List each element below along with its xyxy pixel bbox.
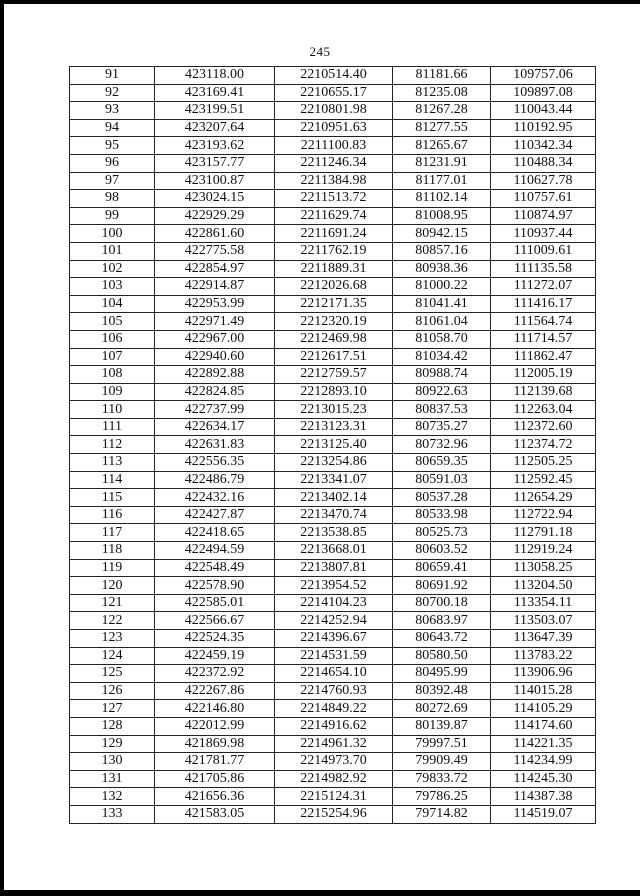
cell-value-c: 80495.99 bbox=[393, 665, 491, 683]
cell-value-a: 422146.80 bbox=[155, 700, 275, 718]
cell-value-a: 422267.86 bbox=[155, 682, 275, 700]
cell-value-b: 2213668.01 bbox=[275, 542, 393, 560]
table-row bbox=[70, 313, 596, 331]
cell-value-a: 422634.17 bbox=[155, 418, 275, 436]
cell-value-a: 422914.87 bbox=[155, 278, 275, 296]
cell-value-b: 2214396.67 bbox=[275, 630, 393, 648]
cell-value-b: 2211513.72 bbox=[275, 190, 393, 208]
cell-value-b: 2211762.19 bbox=[275, 242, 393, 260]
cell-value-d: 110627.78 bbox=[491, 172, 596, 190]
cell-value-c: 80533.98 bbox=[393, 506, 491, 524]
cell-point-number: 105 bbox=[70, 313, 155, 331]
table-row bbox=[70, 401, 596, 419]
cell-point-number: 116 bbox=[70, 506, 155, 524]
cell-value-c: 79909.49 bbox=[393, 753, 491, 771]
table-row bbox=[70, 506, 596, 524]
cell-value-a: 422524.35 bbox=[155, 630, 275, 648]
cell-value-d: 112791.18 bbox=[491, 524, 596, 542]
cell-point-number: 95 bbox=[70, 137, 155, 155]
cell-point-number: 109 bbox=[70, 383, 155, 401]
cell-value-b: 2213807.81 bbox=[275, 559, 393, 577]
table-row bbox=[70, 172, 596, 190]
cell-value-b: 2211246.34 bbox=[275, 154, 393, 172]
cell-value-b: 2215254.96 bbox=[275, 805, 393, 823]
cell-value-c: 80988.74 bbox=[393, 366, 491, 384]
cell-value-c: 80659.35 bbox=[393, 454, 491, 472]
table-row bbox=[70, 454, 596, 472]
cell-value-b: 2214252.94 bbox=[275, 612, 393, 630]
cell-value-d: 112654.29 bbox=[491, 489, 596, 507]
cell-value-b: 2212171.35 bbox=[275, 295, 393, 313]
cell-value-c: 81181.66 bbox=[393, 67, 491, 85]
table-row bbox=[70, 788, 596, 806]
cell-value-d: 113204.50 bbox=[491, 577, 596, 595]
cell-value-c: 80591.03 bbox=[393, 471, 491, 489]
table-row bbox=[70, 225, 596, 243]
cell-value-d: 113354.11 bbox=[491, 594, 596, 612]
table-row bbox=[70, 559, 596, 577]
cell-value-d: 112005.19 bbox=[491, 366, 596, 384]
cell-value-b: 2211889.31 bbox=[275, 260, 393, 278]
cell-value-d: 112592.45 bbox=[491, 471, 596, 489]
cell-value-a: 422585.01 bbox=[155, 594, 275, 612]
table-row bbox=[70, 647, 596, 665]
cell-value-b: 2212759.57 bbox=[275, 366, 393, 384]
cell-value-b: 2212617.51 bbox=[275, 348, 393, 366]
cell-point-number: 131 bbox=[70, 770, 155, 788]
cell-point-number: 129 bbox=[70, 735, 155, 753]
scan-border-bottom bbox=[0, 890, 640, 896]
cell-value-a: 422631.83 bbox=[155, 436, 275, 454]
cell-value-b: 2212320.19 bbox=[275, 313, 393, 331]
cell-value-c: 80603.52 bbox=[393, 542, 491, 560]
cell-value-b: 2212893.10 bbox=[275, 383, 393, 401]
table-row bbox=[70, 542, 596, 560]
cell-value-b: 2210951.63 bbox=[275, 119, 393, 137]
cell-value-d: 114387.38 bbox=[491, 788, 596, 806]
cell-value-d: 110043.44 bbox=[491, 102, 596, 120]
cell-value-b: 2213254.86 bbox=[275, 454, 393, 472]
cell-point-number: 126 bbox=[70, 682, 155, 700]
cell-value-b: 2212469.98 bbox=[275, 330, 393, 348]
coordinates-table bbox=[69, 66, 596, 824]
cell-value-c: 80735.27 bbox=[393, 418, 491, 436]
cell-value-a: 422824.85 bbox=[155, 383, 275, 401]
cell-value-d: 112139.68 bbox=[491, 383, 596, 401]
cell-value-b: 2213538.85 bbox=[275, 524, 393, 542]
cell-value-b: 2212026.68 bbox=[275, 278, 393, 296]
cell-value-d: 112372.60 bbox=[491, 418, 596, 436]
cell-value-b: 2213470.74 bbox=[275, 506, 393, 524]
cell-value-c: 81034.42 bbox=[393, 348, 491, 366]
cell-point-number: 125 bbox=[70, 665, 155, 683]
cell-value-d: 113503.07 bbox=[491, 612, 596, 630]
cell-value-d: 109897.08 bbox=[491, 84, 596, 102]
cell-value-a: 422012.99 bbox=[155, 717, 275, 735]
cell-value-c: 80643.72 bbox=[393, 630, 491, 648]
cell-value-c: 81231.91 bbox=[393, 154, 491, 172]
table-row bbox=[70, 665, 596, 683]
table-row bbox=[70, 84, 596, 102]
cell-point-number: 107 bbox=[70, 348, 155, 366]
cell-point-number: 128 bbox=[70, 717, 155, 735]
table-row bbox=[70, 119, 596, 137]
cell-value-a: 421869.98 bbox=[155, 735, 275, 753]
table-row bbox=[70, 330, 596, 348]
cell-value-b: 2214849.22 bbox=[275, 700, 393, 718]
cell-value-a: 422737.99 bbox=[155, 401, 275, 419]
cell-value-c: 79833.72 bbox=[393, 770, 491, 788]
table-row bbox=[70, 612, 596, 630]
cell-value-a: 422775.58 bbox=[155, 242, 275, 260]
cell-value-c: 81041.41 bbox=[393, 295, 491, 313]
cell-value-c: 81058.70 bbox=[393, 330, 491, 348]
table-row bbox=[70, 753, 596, 771]
cell-value-d: 110192.95 bbox=[491, 119, 596, 137]
cell-point-number: 93 bbox=[70, 102, 155, 120]
cell-value-c: 81102.14 bbox=[393, 190, 491, 208]
cell-point-number: 100 bbox=[70, 225, 155, 243]
cell-point-number: 108 bbox=[70, 366, 155, 384]
cell-value-a: 422971.49 bbox=[155, 313, 275, 331]
table-row bbox=[70, 154, 596, 172]
cell-value-a: 422967.00 bbox=[155, 330, 275, 348]
cell-value-b: 2210514.40 bbox=[275, 67, 393, 85]
cell-value-a: 423199.51 bbox=[155, 102, 275, 120]
cell-value-a: 421583.05 bbox=[155, 805, 275, 823]
cell-value-d: 110342.34 bbox=[491, 137, 596, 155]
cell-point-number: 124 bbox=[70, 647, 155, 665]
cell-value-c: 80580.50 bbox=[393, 647, 491, 665]
cell-value-a: 421781.77 bbox=[155, 753, 275, 771]
cell-value-c: 80691.92 bbox=[393, 577, 491, 595]
cell-value-a: 421656.36 bbox=[155, 788, 275, 806]
cell-value-b: 2214654.10 bbox=[275, 665, 393, 683]
scan-border-left bbox=[0, 0, 4, 896]
cell-value-a: 422929.29 bbox=[155, 207, 275, 225]
cell-value-b: 2211100.83 bbox=[275, 137, 393, 155]
table-row bbox=[70, 67, 596, 85]
cell-value-b: 2213341.07 bbox=[275, 471, 393, 489]
cell-value-c: 81267.28 bbox=[393, 102, 491, 120]
cell-value-a: 423207.64 bbox=[155, 119, 275, 137]
cell-point-number: 130 bbox=[70, 753, 155, 771]
table-row bbox=[70, 471, 596, 489]
cell-value-b: 2213015.23 bbox=[275, 401, 393, 419]
cell-point-number: 97 bbox=[70, 172, 155, 190]
cell-value-a: 422427.87 bbox=[155, 506, 275, 524]
cell-point-number: 92 bbox=[70, 84, 155, 102]
cell-value-a: 422566.67 bbox=[155, 612, 275, 630]
cell-point-number: 132 bbox=[70, 788, 155, 806]
table-row bbox=[70, 190, 596, 208]
cell-value-d: 112263.04 bbox=[491, 401, 596, 419]
table-row bbox=[70, 348, 596, 366]
cell-value-b: 2213402.14 bbox=[275, 489, 393, 507]
cell-point-number: 122 bbox=[70, 612, 155, 630]
page-number: 245 bbox=[309, 44, 331, 59]
table-row bbox=[70, 682, 596, 700]
cell-value-d: 111272.07 bbox=[491, 278, 596, 296]
table-row bbox=[70, 630, 596, 648]
cell-point-number: 121 bbox=[70, 594, 155, 612]
cell-point-number: 133 bbox=[70, 805, 155, 823]
cell-value-a: 422548.49 bbox=[155, 559, 275, 577]
cell-value-c: 80525.73 bbox=[393, 524, 491, 542]
cell-value-a: 423024.15 bbox=[155, 190, 275, 208]
cell-value-a: 423118.00 bbox=[155, 67, 275, 85]
cell-point-number: 120 bbox=[70, 577, 155, 595]
table-row bbox=[70, 594, 596, 612]
cell-value-a: 422418.65 bbox=[155, 524, 275, 542]
table-row bbox=[70, 436, 596, 454]
cell-value-d: 113783.22 bbox=[491, 647, 596, 665]
cell-point-number: 118 bbox=[70, 542, 155, 560]
cell-value-d: 112919.24 bbox=[491, 542, 596, 560]
cell-value-d: 111564.74 bbox=[491, 313, 596, 331]
cell-value-b: 2211384.98 bbox=[275, 172, 393, 190]
cell-value-a: 421705.86 bbox=[155, 770, 275, 788]
cell-value-d: 111416.17 bbox=[491, 295, 596, 313]
cell-value-c: 80837.53 bbox=[393, 401, 491, 419]
cell-value-d: 111009.61 bbox=[491, 242, 596, 260]
cell-value-b: 2211691.24 bbox=[275, 225, 393, 243]
cell-value-a: 422486.79 bbox=[155, 471, 275, 489]
cell-value-a: 422854.97 bbox=[155, 260, 275, 278]
cell-value-d: 109757.06 bbox=[491, 67, 596, 85]
cell-value-d: 113058.25 bbox=[491, 559, 596, 577]
cell-value-c: 81235.08 bbox=[393, 84, 491, 102]
cell-value-b: 2214973.70 bbox=[275, 753, 393, 771]
table-row bbox=[70, 260, 596, 278]
table-row bbox=[70, 700, 596, 718]
cell-point-number: 98 bbox=[70, 190, 155, 208]
cell-value-a: 422940.60 bbox=[155, 348, 275, 366]
table-row bbox=[70, 383, 596, 401]
cell-value-a: 423100.87 bbox=[155, 172, 275, 190]
table-row bbox=[70, 295, 596, 313]
cell-value-c: 80732.96 bbox=[393, 436, 491, 454]
cell-point-number: 119 bbox=[70, 559, 155, 577]
scan-border-top bbox=[0, 0, 640, 4]
cell-value-d: 114221.35 bbox=[491, 735, 596, 753]
cell-value-c: 81008.95 bbox=[393, 207, 491, 225]
cell-value-d: 113906.96 bbox=[491, 665, 596, 683]
cell-value-b: 2214982.92 bbox=[275, 770, 393, 788]
cell-value-c: 80139.87 bbox=[393, 717, 491, 735]
cell-value-d: 111135.58 bbox=[491, 260, 596, 278]
cell-value-a: 422892.88 bbox=[155, 366, 275, 384]
cell-value-b: 2210801.98 bbox=[275, 102, 393, 120]
cell-point-number: 99 bbox=[70, 207, 155, 225]
table-row bbox=[70, 770, 596, 788]
cell-value-a: 422432.16 bbox=[155, 489, 275, 507]
cell-value-c: 79997.51 bbox=[393, 735, 491, 753]
cell-value-b: 2214760.93 bbox=[275, 682, 393, 700]
cell-point-number: 101 bbox=[70, 242, 155, 260]
cell-point-number: 91 bbox=[70, 67, 155, 85]
coordinates-table-body bbox=[70, 67, 596, 824]
cell-point-number: 94 bbox=[70, 119, 155, 137]
cell-value-d: 114105.29 bbox=[491, 700, 596, 718]
cell-value-c: 81061.04 bbox=[393, 313, 491, 331]
cell-value-b: 2210655.17 bbox=[275, 84, 393, 102]
cell-value-a: 422578.90 bbox=[155, 577, 275, 595]
table-row bbox=[70, 242, 596, 260]
cell-value-d: 114015.28 bbox=[491, 682, 596, 700]
cell-value-c: 81000.22 bbox=[393, 278, 491, 296]
cell-value-b: 2214961.32 bbox=[275, 735, 393, 753]
cell-point-number: 102 bbox=[70, 260, 155, 278]
table-row bbox=[70, 366, 596, 384]
cell-value-d: 111714.57 bbox=[491, 330, 596, 348]
cell-value-d: 114519.07 bbox=[491, 805, 596, 823]
cell-value-a: 423193.62 bbox=[155, 137, 275, 155]
cell-value-a: 422372.92 bbox=[155, 665, 275, 683]
cell-value-c: 81265.67 bbox=[393, 137, 491, 155]
cell-value-b: 2214531.59 bbox=[275, 647, 393, 665]
table-row bbox=[70, 489, 596, 507]
table-row bbox=[70, 805, 596, 823]
cell-value-b: 2213125.40 bbox=[275, 436, 393, 454]
cell-value-b: 2215124.31 bbox=[275, 788, 393, 806]
cell-value-c: 81277.55 bbox=[393, 119, 491, 137]
cell-value-c: 80392.48 bbox=[393, 682, 491, 700]
cell-value-c: 79786.25 bbox=[393, 788, 491, 806]
cell-value-c: 80938.36 bbox=[393, 260, 491, 278]
cell-value-d: 114245.30 bbox=[491, 770, 596, 788]
cell-value-c: 80922.63 bbox=[393, 383, 491, 401]
cell-value-c: 80683.97 bbox=[393, 612, 491, 630]
table-row bbox=[70, 102, 596, 120]
cell-value-c: 81177.01 bbox=[393, 172, 491, 190]
cell-value-a: 422953.99 bbox=[155, 295, 275, 313]
cell-value-d: 112505.25 bbox=[491, 454, 596, 472]
cell-point-number: 113 bbox=[70, 454, 155, 472]
cell-value-c: 80659.41 bbox=[393, 559, 491, 577]
cell-point-number: 123 bbox=[70, 630, 155, 648]
table-row bbox=[70, 278, 596, 296]
cell-value-d: 112722.94 bbox=[491, 506, 596, 524]
cell-value-a: 423169.41 bbox=[155, 84, 275, 102]
cell-value-a: 422494.59 bbox=[155, 542, 275, 560]
table-row bbox=[70, 577, 596, 595]
cell-value-a: 422556.35 bbox=[155, 454, 275, 472]
cell-value-d: 110757.61 bbox=[491, 190, 596, 208]
cell-value-c: 79714.82 bbox=[393, 805, 491, 823]
cell-point-number: 112 bbox=[70, 436, 155, 454]
table-row bbox=[70, 418, 596, 436]
cell-value-b: 2211629.74 bbox=[275, 207, 393, 225]
cell-point-number: 115 bbox=[70, 489, 155, 507]
cell-point-number: 117 bbox=[70, 524, 155, 542]
cell-value-c: 80537.28 bbox=[393, 489, 491, 507]
cell-point-number: 110 bbox=[70, 401, 155, 419]
cell-value-d: 114234.99 bbox=[491, 753, 596, 771]
cell-point-number: 114 bbox=[70, 471, 155, 489]
cell-value-d: 113647.39 bbox=[491, 630, 596, 648]
cell-value-d: 110874.97 bbox=[491, 207, 596, 225]
cell-value-d: 110488.34 bbox=[491, 154, 596, 172]
cell-point-number: 96 bbox=[70, 154, 155, 172]
cell-point-number: 103 bbox=[70, 278, 155, 296]
cell-value-b: 2213123.31 bbox=[275, 418, 393, 436]
cell-point-number: 111 bbox=[70, 418, 155, 436]
cell-value-d: 110937.44 bbox=[491, 225, 596, 243]
cell-value-c: 80857.16 bbox=[393, 242, 491, 260]
cell-value-c: 80942.15 bbox=[393, 225, 491, 243]
table-row bbox=[70, 207, 596, 225]
cell-value-a: 422459.19 bbox=[155, 647, 275, 665]
cell-value-c: 80700.18 bbox=[393, 594, 491, 612]
table-row bbox=[70, 524, 596, 542]
cell-value-d: 112374.72 bbox=[491, 436, 596, 454]
cell-point-number: 127 bbox=[70, 700, 155, 718]
cell-value-b: 2214916.62 bbox=[275, 717, 393, 735]
cell-value-a: 423157.77 bbox=[155, 154, 275, 172]
cell-value-a: 422861.60 bbox=[155, 225, 275, 243]
table-row bbox=[70, 717, 596, 735]
cell-value-c: 80272.69 bbox=[393, 700, 491, 718]
cell-value-d: 114174.60 bbox=[491, 717, 596, 735]
cell-point-number: 106 bbox=[70, 330, 155, 348]
table-row bbox=[70, 735, 596, 753]
table-row bbox=[70, 137, 596, 155]
cell-value-b: 2214104.23 bbox=[275, 594, 393, 612]
cell-value-b: 2213954.52 bbox=[275, 577, 393, 595]
cell-point-number: 104 bbox=[70, 295, 155, 313]
cell-value-d: 111862.47 bbox=[491, 348, 596, 366]
